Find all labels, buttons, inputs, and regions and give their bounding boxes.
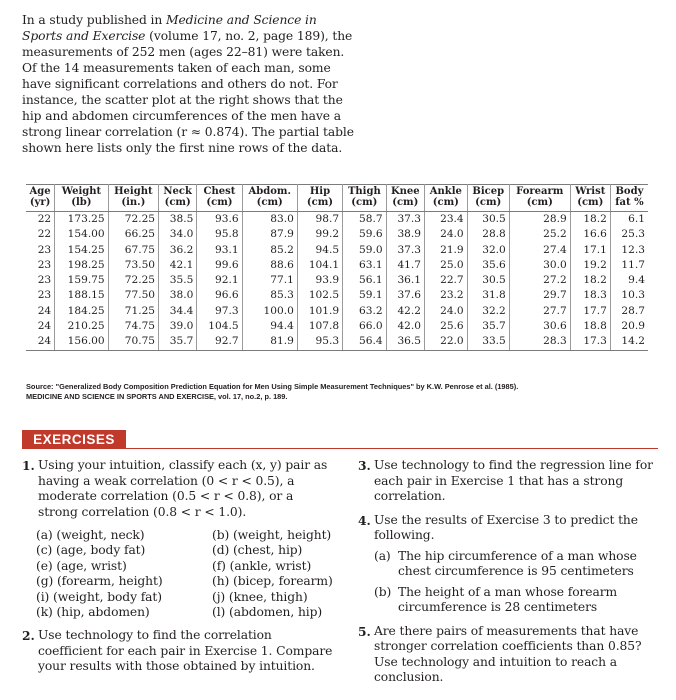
table-cell: 34.0 <box>159 227 197 242</box>
table-cell: 27.4 <box>509 243 570 258</box>
table-cell: 85.3 <box>242 288 297 303</box>
table-cell: 66.25 <box>108 227 158 242</box>
table-cell: 27.7 <box>509 304 570 319</box>
table-cell: 28.3 <box>509 334 570 350</box>
table-cell: 25.6 <box>425 319 468 334</box>
table-cell: 173.25 <box>55 212 109 228</box>
column-header <box>297 185 342 212</box>
column-header <box>197 185 242 212</box>
pair-item: (c) (age, body fat) <box>36 543 146 558</box>
table-cell: 154.25 <box>55 243 109 258</box>
table-row <box>26 227 648 242</box>
exercise-2 <box>22 628 334 675</box>
table-cell: 85.2 <box>242 243 297 258</box>
table-cell: 23.4 <box>425 212 468 228</box>
pair-item: (h) (bicep, forearm) <box>212 574 333 589</box>
table-cell: 18.3 <box>570 288 610 303</box>
column-header-line: (cm) <box>392 197 419 208</box>
pair-item: (l) (abdomen, hip) <box>212 605 323 620</box>
exercise-2-text: Use technology to find the correlation coefficient for each pair in Exercise 1. Compare your results with those obtained by intuition. <box>38 628 333 674</box>
table-cell: 77.50 <box>108 288 158 303</box>
pair-item: (j) (knee, thigh) <box>212 589 308 604</box>
table-cell: 59.6 <box>343 227 386 242</box>
table-cell: 41.7 <box>386 258 424 273</box>
table-cell: 198.25 <box>55 258 109 273</box>
exercises-right-column <box>358 458 658 694</box>
table-cell: 37.3 <box>386 212 424 228</box>
table-body <box>26 212 648 351</box>
exercise-4a <box>374 549 658 580</box>
column-header-line: Neck <box>163 186 192 197</box>
table-cell: 28.7 <box>610 304 648 319</box>
column-header-line: (cm) <box>475 197 502 208</box>
column-header <box>242 185 297 212</box>
table-cell: 38.9 <box>386 227 424 242</box>
column-header <box>159 185 197 212</box>
table-cell: 31.8 <box>467 288 509 303</box>
table-cell: 56.1 <box>343 273 386 288</box>
exercise-3-number: 3. <box>358 458 371 473</box>
column-header-line: Abdom. <box>248 186 291 197</box>
column-header <box>610 185 648 212</box>
column-header-line: Ankle <box>429 186 462 197</box>
table-cell: 36.1 <box>386 273 424 288</box>
pair-item: (g) (forearm, height) <box>36 574 163 589</box>
table-cell: 63.2 <box>343 304 386 319</box>
table-cell: 42.0 <box>386 319 424 334</box>
table-row <box>26 243 648 258</box>
table-cell: 184.25 <box>55 304 109 319</box>
table-cell: 21.9 <box>425 243 468 258</box>
table-cell: 72.25 <box>108 212 158 228</box>
table-cell: 32.0 <box>467 243 509 258</box>
table-cell: 83.0 <box>242 212 297 228</box>
exercise-4b-text: The height of a man whose forearm circumference is 28 centimeters <box>398 584 618 614</box>
column-header <box>386 185 424 212</box>
body-measurements-table <box>26 184 648 351</box>
table-cell: 18.8 <box>570 319 610 334</box>
table-cell: 95.3 <box>297 334 342 350</box>
data-table <box>26 184 648 351</box>
exercise-5-number: 5. <box>358 623 371 639</box>
column-header <box>343 185 386 212</box>
table-row <box>26 288 648 303</box>
table-cell: 20.9 <box>610 319 648 334</box>
table-cell: 10.3 <box>610 288 648 303</box>
table-cell: 92.7 <box>197 334 242 350</box>
table-cell: 24 <box>37 304 52 317</box>
table-cell: 81.9 <box>242 334 297 350</box>
table-cell: 24 <box>37 320 52 333</box>
table-cell: 37.3 <box>386 243 424 258</box>
table-row <box>26 258 648 273</box>
exercises-heading: EXERCISES <box>22 430 126 449</box>
table-cell: 99.2 <box>297 227 342 242</box>
source-citation <box>26 382 666 402</box>
table-cell: 38.5 <box>159 212 197 228</box>
column-header-line: Thigh <box>347 186 381 197</box>
table-row <box>26 334 648 350</box>
table-cell: 28.9 <box>509 212 570 228</box>
table-cell: 34.4 <box>159 304 197 319</box>
table-cell: 74.75 <box>108 319 158 334</box>
table-cell: 94.5 <box>297 243 342 258</box>
pair-item: (d) (chest, hip) <box>212 543 303 558</box>
table-cell: 42.2 <box>386 304 424 319</box>
table-cell: 17.1 <box>570 243 610 258</box>
column-header-line: (cm) <box>526 197 553 208</box>
exercise-4-number: 4. <box>358 512 371 528</box>
table-cell: 23 <box>37 274 52 287</box>
source-line-2: MEDICINE AND SCIENCE IN SPORTS AND EXERCISE, vol. 17, no.2, p. 189. <box>26 392 288 401</box>
column-header <box>55 185 109 212</box>
table-cell: 101.9 <box>297 304 342 319</box>
column-header-line: Chest <box>203 186 236 197</box>
column-header-line: (cm) <box>256 197 283 208</box>
table-cell: 188.15 <box>55 288 109 303</box>
intro-text-start: In a study published in <box>22 13 167 27</box>
table-cell: 102.5 <box>297 288 342 303</box>
table-cell: 22 <box>37 212 52 225</box>
table-cell: 16.6 <box>570 227 610 242</box>
column-header <box>26 185 55 212</box>
exercises-left-column <box>22 458 334 683</box>
table-cell: 98.7 <box>297 212 342 228</box>
pair-item: (a) (weight, neck) <box>36 528 145 542</box>
table-cell: 17.3 <box>570 334 610 350</box>
column-header-line: Hip <box>309 186 331 197</box>
table-cell: 72.25 <box>108 273 158 288</box>
table-cell: 29.7 <box>509 288 570 303</box>
table-cell: 63.1 <box>343 258 386 273</box>
table-cell: 77.1 <box>242 273 297 288</box>
column-header-line: Wrist <box>575 186 606 197</box>
table-cell: 96.6 <box>197 288 242 303</box>
column-header-line: Knee <box>390 186 420 197</box>
table-cell: 93.9 <box>297 273 342 288</box>
column-header-line: Body <box>615 186 644 197</box>
exercise-4a-label: (a) <box>374 548 391 563</box>
column-header <box>509 185 570 212</box>
table-cell: 12.3 <box>610 243 648 258</box>
column-header-line: (cm) <box>164 197 191 208</box>
source-line-1: Source: "Generalized Body Composition Prediction Equation for Men Using Simple Measurement Techniques" by K.W. Penrose et al. (1985). <box>26 382 519 391</box>
table-cell: 70.75 <box>108 334 158 350</box>
column-header-line: (lb) <box>71 197 92 208</box>
heading-rule <box>126 448 658 449</box>
table-cell: 35.7 <box>467 319 509 334</box>
table-cell: 30.5 <box>467 212 509 228</box>
intro-text-rest: (volume 17, no. 2, page 189), the measurements of 252 men (ages 22–81) were taken. Of the 14 measurements taken of each man, some have significant correlations and others do not. For instance, the scatter plot at the right shows that the hip and abdomen circumferences of the men have a strong linear correlation (r ≈ 0.874). The partial table shown here lists only the first nine rows of the data. <box>22 29 354 155</box>
column-header-line: (cm) <box>206 197 233 208</box>
column-header-line: Forearm <box>516 186 564 197</box>
table-cell: 39.0 <box>159 319 197 334</box>
exercise-5 <box>358 624 658 686</box>
table-cell: 23 <box>37 289 52 302</box>
table-cell: 19.2 <box>570 258 610 273</box>
table-cell: 35.7 <box>159 334 197 350</box>
table-cell: 156.00 <box>55 334 109 350</box>
table-cell: 30.5 <box>467 273 509 288</box>
column-header-line: Weight <box>61 186 102 197</box>
table-cell: 59.1 <box>343 288 386 303</box>
table-cell: 11.7 <box>610 258 648 273</box>
exercise-4a-text: The hip circumference of a man whose chest circumference is 95 centimeters <box>398 548 637 578</box>
table-cell: 67.75 <box>108 243 158 258</box>
table-cell: 93.6 <box>197 212 242 228</box>
table-cell: 28.8 <box>467 227 509 242</box>
table-cell: 25.3 <box>610 227 648 242</box>
exercise-4 <box>358 513 658 616</box>
table-cell: 30.0 <box>509 258 570 273</box>
exercise-3 <box>358 458 658 505</box>
table-cell: 22 <box>37 228 52 241</box>
pair-item: (e) (age, wrist) <box>36 558 127 573</box>
column-header <box>570 185 610 212</box>
table-cell: 25.0 <box>425 258 468 273</box>
exercise-4-text: Use the results of Exercise 3 to predict the following. <box>374 512 638 542</box>
table-cell: 92.1 <box>197 273 242 288</box>
table-cell: 27.2 <box>509 273 570 288</box>
table-cell: 56.4 <box>343 334 386 350</box>
table-cell: 73.50 <box>108 258 158 273</box>
table-cell: 154.00 <box>55 227 109 242</box>
table-cell: 33.5 <box>467 334 509 350</box>
table-cell: 22.7 <box>425 273 468 288</box>
table-cell: 22.0 <box>425 334 468 350</box>
table-row <box>26 319 648 334</box>
table-header-row <box>26 185 648 212</box>
table-cell: 35.5 <box>159 273 197 288</box>
table-cell: 210.25 <box>55 319 109 334</box>
exercise-1-number: 1. <box>22 458 35 473</box>
table-cell: 88.6 <box>242 258 297 273</box>
column-header-line: (cm) <box>432 197 459 208</box>
journal-title: Medicine and Science in Sports and Exercise <box>22 13 317 43</box>
table-cell: 38.0 <box>159 288 197 303</box>
exercise-5-text: Are there pairs of measurements that have stronger correlation coefficients than 0.85? Use technology and intuition to reach a conclusion. <box>374 623 642 684</box>
exercise-4b <box>374 585 658 616</box>
table-cell: 58.7 <box>343 212 386 228</box>
table-row <box>26 212 648 228</box>
table-cell: 59.0 <box>343 243 386 258</box>
table-cell: 104.5 <box>197 319 242 334</box>
column-header <box>108 185 158 212</box>
table-cell: 23 <box>37 243 52 256</box>
table-cell: 42.1 <box>159 258 197 273</box>
exercise-1-pairs <box>36 528 334 620</box>
table-cell: 6.1 <box>610 212 648 228</box>
table-cell: 159.75 <box>55 273 109 288</box>
intro-paragraph <box>22 12 354 156</box>
exercise-2-number: 2. <box>22 628 35 644</box>
pair-item: (k) (hip, abdomen) <box>36 605 150 620</box>
table-cell: 66.0 <box>343 319 386 334</box>
table-cell: 94.4 <box>242 319 297 334</box>
table-cell: 93.1 <box>197 243 242 258</box>
table-cell: 24.0 <box>425 304 468 319</box>
table-cell: 18.2 <box>570 273 610 288</box>
column-header-line: (yr) <box>29 197 51 208</box>
column-header <box>467 185 509 212</box>
exercise-1-text: Using your intuition, classify each (x, y) pair as having a weak correlation (0 < r < 0.5), a moderate correlation (0.5 < r < 0.8), or a strong correlation (0.8 < r < 1.0). <box>38 458 328 519</box>
table-cell: 14.2 <box>610 334 648 350</box>
table-cell: 104.1 <box>297 258 342 273</box>
column-header <box>425 185 468 212</box>
table-cell: 24.0 <box>425 227 468 242</box>
table-cell: 95.8 <box>197 227 242 242</box>
table-cell: 36.2 <box>159 243 197 258</box>
table-cell: 97.3 <box>197 304 242 319</box>
column-header-line: Height <box>114 186 153 197</box>
exercise-3-text: Use technology to find the regression line for each pair in Exercise 1 that has a strong correlation. <box>374 458 653 503</box>
column-header-line: (cm) <box>351 197 378 208</box>
column-header-line: (cm) <box>577 197 604 208</box>
pair-item: (f) (ankle, wrist) <box>212 558 312 573</box>
column-header-line: (cm) <box>306 197 334 208</box>
table-cell: 9.4 <box>610 273 648 288</box>
exercise-1 <box>22 458 334 620</box>
pair-item: (i) (weight, body fat) <box>36 589 162 604</box>
table-cell: 37.6 <box>386 288 424 303</box>
table-cell: 18.2 <box>570 212 610 228</box>
table-cell: 35.6 <box>467 258 509 273</box>
table-cell: 23 <box>37 258 52 271</box>
table-cell: 17.7 <box>570 304 610 319</box>
table-cell: 36.5 <box>386 334 424 350</box>
table-cell: 25.2 <box>509 227 570 242</box>
pair-item: (b) (weight, height) <box>212 528 332 542</box>
table-row <box>26 304 648 319</box>
table-row <box>26 273 648 288</box>
table-cell: 24 <box>26 334 55 350</box>
table-cell: 30.6 <box>509 319 570 334</box>
column-header-line: Bicep <box>472 186 505 197</box>
column-header-line: (in.) <box>121 197 146 208</box>
table-cell: 99.6 <box>197 258 242 273</box>
table-cell: 100.0 <box>242 304 297 319</box>
exercise-4b-label: (b) <box>374 584 392 599</box>
table-cell: 23.2 <box>425 288 468 303</box>
table-cell: 32.2 <box>467 304 509 319</box>
table-cell: 107.8 <box>297 319 342 334</box>
table-cell: 71.25 <box>108 304 158 319</box>
column-header-line: fat % <box>615 197 644 208</box>
column-header-line: Age <box>29 186 51 197</box>
table-cell: 87.9 <box>242 227 297 242</box>
